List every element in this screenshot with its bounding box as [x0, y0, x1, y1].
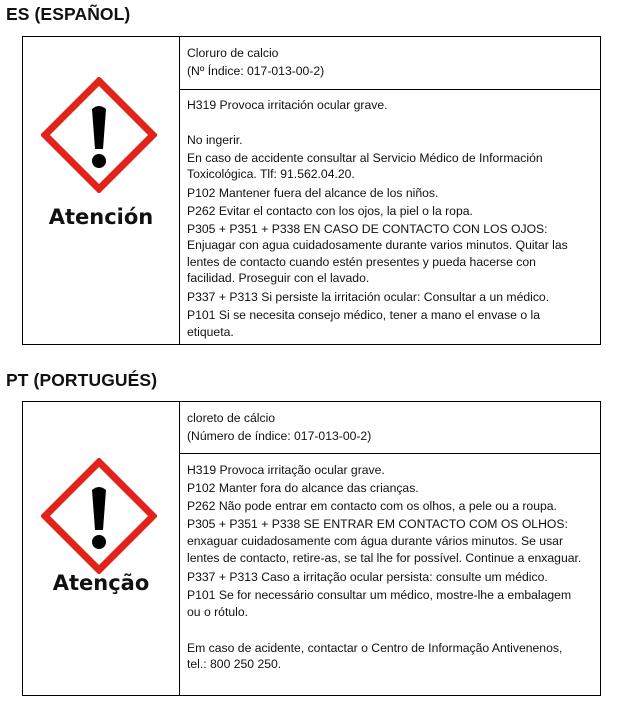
text-line: etiqueta.	[187, 325, 234, 339]
precaution-statement: P337 + P313 Caso a irritação ocular persista: consulte um médico.	[187, 570, 548, 584]
index-number: (Número de índice: 017-013-00-2)	[187, 429, 372, 443]
text-line: enxaguar cuidadosamente com água durante vários minutos. Se usar	[187, 534, 564, 548]
precaution-statement: P262 Não pode entrar em contacto com os olhos, a pele ou a roupa.	[187, 499, 557, 513]
precaution-statement: P102 Manter fora do alcance das crianças.	[187, 481, 419, 495]
text-line: En caso de accidente consultar al Servicio Médico de Información	[187, 151, 543, 165]
section-heading-pt: PT (PORTUGUÉS)	[6, 370, 158, 390]
text-line: lentes de contacto, retire-as, se tal lhe for possível. Continue a enxaguar.	[187, 551, 582, 565]
signal-word: Atención	[48, 205, 154, 229]
text-line: lentes de contacto cuando estén presentes y pueda hacerse con	[187, 255, 536, 269]
substance-name-cell-es	[179, 37, 600, 90]
precaution-statement: P305 + P351 + P338 SE ENTRAR EM CONTACTO COM OS OLHOS:	[187, 517, 568, 531]
substance-name-cell-pt	[179, 402, 600, 454]
exclamation-mark-diamond-icon	[41, 458, 157, 574]
hazard-text-cell-pt	[179, 453, 600, 695]
hazard-text-cell-es	[179, 89, 600, 344]
text-line: tel.: 800 250 250.	[187, 657, 282, 671]
pictogram-cell-pt	[23, 402, 180, 695]
precaution-statement: P337 + P313 Si persiste la irritación ocular: Consultar a un médico.	[187, 290, 550, 304]
label-box-es	[22, 36, 601, 345]
precaution-statement: P101 Se for necessário consultar um médico, mostre-lhe a embalagem	[187, 588, 572, 602]
precaution-statement: P305 + P351 + P338 EN CASO DE CONTACTO CON LOS OJOS:	[187, 222, 548, 236]
text-line: facilidad. Proseguir con el lavado.	[187, 271, 370, 285]
index-number: (Nº Índice: 017-013-00-2)	[187, 64, 325, 78]
text-line: No ingerir.	[187, 133, 243, 147]
signal-word: Atenção	[52, 571, 150, 595]
section-heading-es: ES (ESPAÑOL)	[6, 4, 131, 24]
precaution-statement: P102 Mantener fuera del alcance de los niños.	[187, 186, 439, 200]
hazard-statement: H319 Provoca irritación ocular grave.	[187, 98, 388, 112]
substance-name: Cloruro de calcio	[187, 46, 279, 60]
label-box-pt	[22, 401, 601, 696]
substance-name: cloreto de cálcio	[187, 411, 276, 425]
text-line: ou o rótulo.	[187, 605, 248, 619]
exclamation-mark-diamond-icon	[41, 77, 157, 193]
text-line: Enjuagar con agua cuidadosamente durante varios minutos. Quitar las	[187, 238, 568, 252]
precaution-statement: P262 Evitar el contacto con los ojos, la piel o la ropa.	[187, 204, 473, 218]
text-line: Toxicológica. Tlf: 91.562.04.20.	[187, 167, 355, 181]
hazard-statement: H319 Provoca irritação ocular grave.	[187, 463, 385, 477]
pictogram-cell-es	[23, 37, 180, 344]
text-line: Em caso de acidente, contactar o Centro de Informação Antivenenos,	[187, 641, 563, 655]
precaution-statement: P101 Si se necesita consejo médico, tener a mano el envase o la	[187, 308, 540, 322]
